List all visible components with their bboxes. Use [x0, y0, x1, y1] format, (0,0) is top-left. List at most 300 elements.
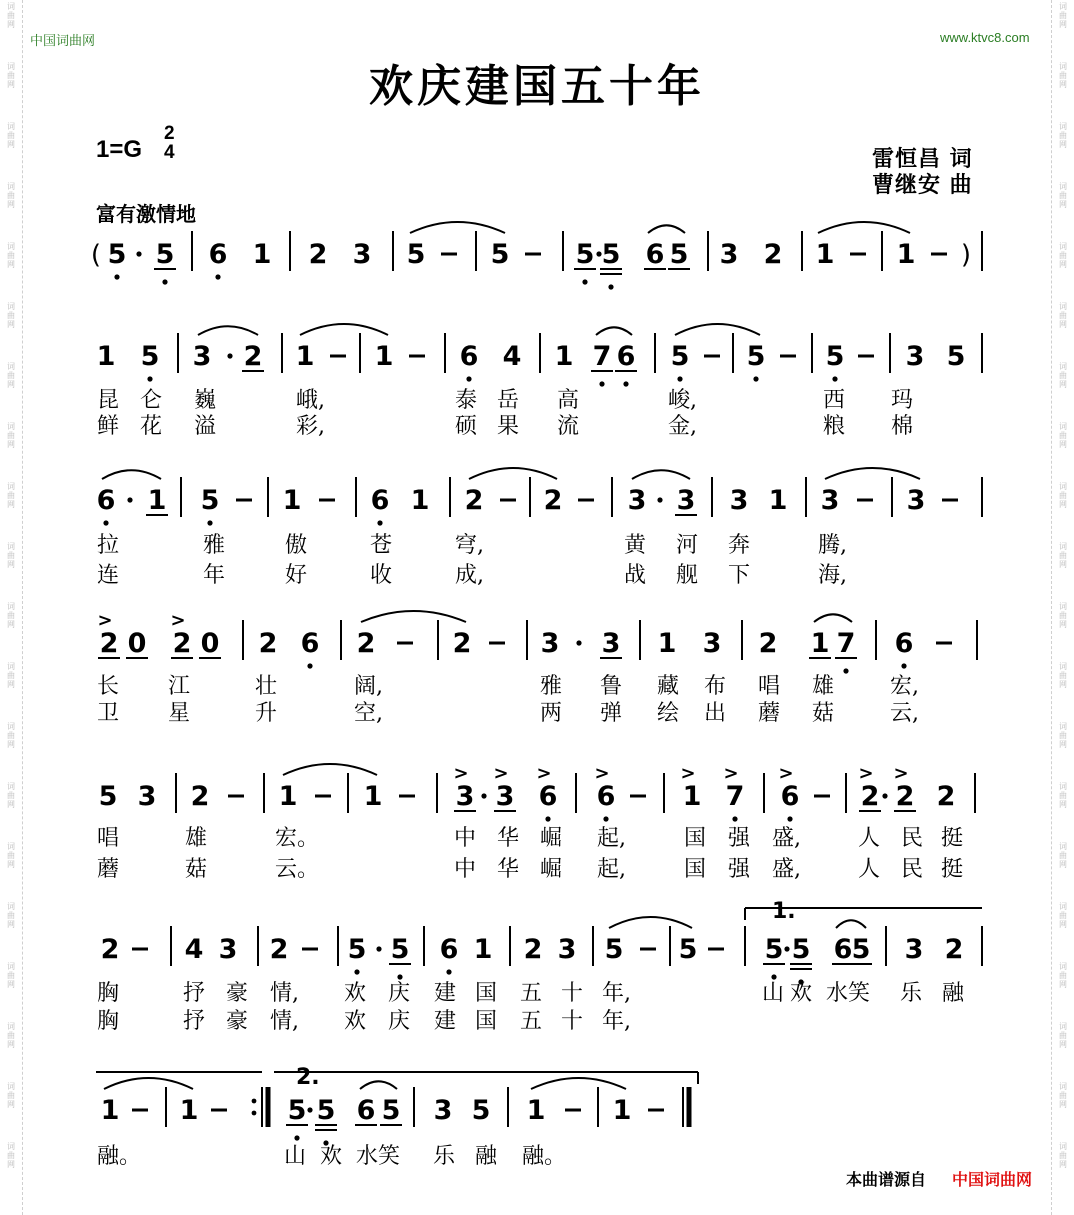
note: 2: [763, 239, 783, 270]
lyric-syllable: 奔: [728, 533, 751, 558]
watermark-mark: 词 曲 网: [1059, 182, 1067, 209]
watermark-mark: 词 曲 网: [7, 962, 15, 989]
note: 5: [316, 1095, 336, 1126]
note: 2: [356, 628, 376, 659]
lyric-syllable: 好: [285, 563, 308, 588]
lyric-syllable: 起,: [597, 857, 626, 882]
note: 5: [601, 239, 621, 270]
note: 3: [540, 628, 560, 659]
low-octave-dot: [294, 1135, 299, 1140]
lyric-syllable: 胸: [97, 981, 120, 1006]
lyric-syllable: 收: [370, 563, 393, 588]
lyric-syllable: 峨,: [296, 388, 325, 413]
watermark-mark: 词 曲 网: [7, 1022, 15, 1049]
watermark-mark: 词 曲 网: [1059, 962, 1067, 989]
note: 5: [678, 934, 698, 965]
lyric-syllable: 空,: [354, 701, 383, 726]
lyric-syllable: 海,: [818, 563, 847, 588]
lyric-syllable: 人: [858, 826, 881, 851]
lyric-syllable: 挺: [941, 826, 964, 851]
lyric-syllable: 弹: [600, 701, 623, 726]
lyric-syllable: 宏,: [890, 674, 919, 699]
lyric-syllable: 融。: [522, 1144, 567, 1169]
accent-mark: >: [493, 763, 509, 784]
watermark-mark: 词 曲 网: [7, 602, 15, 629]
lyric-syllable: 欢: [790, 981, 813, 1006]
note: 2: [99, 628, 119, 659]
lyric-syllable: 云。: [275, 857, 320, 882]
note: 2: [190, 781, 210, 812]
note: 5: [764, 934, 784, 965]
lyric-syllable: 十: [561, 981, 584, 1006]
note: 2: [308, 239, 328, 270]
lyric-syllable: 盛,: [772, 857, 801, 882]
lyric-syllable: 国: [475, 981, 498, 1006]
note: 1: [295, 341, 315, 372]
lyric-syllable: 菇: [812, 701, 835, 726]
lyric-syllable: 水笑: [826, 981, 871, 1006]
note: 6: [459, 341, 479, 372]
slur: [361, 611, 466, 622]
lyric-syllable: 溢: [194, 414, 217, 439]
low-octave-dot: [843, 668, 848, 673]
note: 2: [543, 485, 563, 516]
composer-credit: 曹继安 曲: [872, 172, 973, 198]
watermark-mark: 词 曲 网: [1059, 782, 1067, 809]
accent-mark: >: [97, 610, 113, 631]
watermark-mark: 词 曲 网: [7, 302, 15, 329]
lyric-syllable: 傲: [285, 533, 308, 558]
lyric-syllable: 成,: [455, 563, 484, 588]
note: 1: [896, 239, 916, 270]
note: 3: [820, 485, 840, 516]
augmentation-dot: [227, 353, 232, 358]
lyric-syllable: 年,: [602, 981, 631, 1006]
low-octave-dot: [162, 279, 167, 284]
watermark-mark: 词 曲 网: [1059, 662, 1067, 689]
watermark-mark: 词 曲 网: [7, 182, 15, 209]
low-octave-dot: [732, 816, 737, 821]
low-octave-dot: [603, 816, 608, 821]
low-octave-dot: [147, 376, 152, 381]
slur: [104, 1078, 193, 1089]
lyric-syllable: 民: [901, 826, 924, 851]
note: 5: [490, 239, 510, 270]
lyric-syllable: 人: [858, 857, 881, 882]
note: 3: [729, 485, 749, 516]
watermark-mark: 词 曲 网: [1059, 602, 1067, 629]
note: 2: [243, 341, 263, 372]
key-signature: 1=G: [96, 136, 143, 163]
low-octave-dot: [103, 520, 108, 525]
lyric-syllable: 年: [203, 563, 226, 588]
low-octave-dot: [354, 969, 359, 974]
watermark-mark: 词 曲 网: [7, 1082, 15, 1109]
lyric-syllable: 欢: [344, 981, 367, 1006]
augmentation-dot: [657, 497, 662, 502]
low-octave-dot: [215, 274, 220, 279]
note: 1: [526, 1095, 546, 1126]
note: 3: [218, 934, 238, 965]
note: 5: [471, 1095, 491, 1126]
note: 2: [269, 934, 289, 965]
note: 6: [300, 628, 320, 659]
lyric-syllable: 连: [97, 563, 120, 588]
lyric-syllable: 强: [728, 857, 751, 882]
lyric-syllable: 豪: [226, 1009, 249, 1034]
note: 5: [140, 341, 160, 372]
lyric-syllable: 起,: [597, 826, 626, 851]
lyric-syllable: 江: [168, 674, 191, 699]
note: 5: [670, 341, 690, 372]
lyric-syllable: 融: [942, 981, 965, 1006]
watermark-mark: 词 曲 网: [1059, 542, 1067, 569]
lyric-syllable: 胸: [97, 1009, 120, 1034]
accent-mark: >: [778, 763, 794, 784]
note: 2: [172, 628, 192, 659]
low-octave-dot: [901, 663, 906, 668]
note: 1: [252, 239, 272, 270]
lyric-syllable: 建: [434, 981, 457, 1006]
watermark-mark: 词 曲 网: [1059, 1022, 1067, 1049]
lyric-syllable: 崛: [540, 857, 563, 882]
slur: [596, 327, 632, 335]
watermark-mark: 词 曲 网: [7, 542, 15, 569]
note: 5: [98, 781, 118, 812]
lyric-syllable: 蘑: [97, 857, 120, 882]
note: 3: [905, 341, 925, 372]
repeat-dot: [252, 1099, 257, 1104]
lyric-syllable: 云,: [890, 701, 919, 726]
slur: [632, 470, 690, 479]
lyric-syllable: 粮: [823, 414, 846, 439]
note: 1: [768, 485, 788, 516]
note: 4: [502, 341, 522, 372]
lyric-syllable: 岳: [497, 388, 520, 413]
lyric-syllable: 抒: [183, 981, 206, 1006]
slur: [102, 470, 161, 479]
slur: [818, 222, 910, 233]
note: 5: [287, 1095, 307, 1126]
lyric-syllable: 绘: [657, 701, 680, 726]
watermark-mark: 词 曲 网: [7, 422, 15, 449]
lyric-syllable: 昆: [97, 388, 120, 413]
lyric-syllable: 仑: [140, 388, 163, 413]
watermark-mark: 词 曲 网: [7, 782, 15, 809]
volta-2-label: 2.: [296, 1065, 320, 1090]
note: 6: [96, 485, 116, 516]
note: 2: [758, 628, 778, 659]
watermark-mark: 词 曲 网: [1059, 722, 1067, 749]
slur: [410, 222, 505, 233]
repeat-dot: [252, 1111, 257, 1116]
lyric-syllable: 西: [823, 388, 846, 413]
lyric-syllable: 建: [434, 1009, 457, 1034]
low-octave-dot: [753, 376, 758, 381]
lyric-syllable: 巍: [194, 388, 217, 413]
lyric-syllable: 蘑: [758, 701, 781, 726]
note: 2: [936, 781, 956, 812]
lyric-syllable: 十: [561, 1009, 584, 1034]
note: 6: [780, 781, 800, 812]
slur: [836, 920, 866, 928]
note: 5: [155, 239, 175, 270]
note: 2: [860, 781, 880, 812]
lyric-syllable: 雅: [203, 533, 226, 558]
lyric-syllable: 藏: [657, 674, 680, 699]
lyric-syllable: 庆: [388, 981, 411, 1006]
note: 6: [370, 485, 390, 516]
lyric-syllable: 庆: [388, 1009, 411, 1034]
note: 3: [455, 781, 475, 812]
footer-source-label: 本曲谱源自: [846, 1170, 927, 1189]
lyric-syllable: 五: [520, 1009, 543, 1034]
note: 0: [200, 628, 220, 659]
note: 3: [719, 239, 739, 270]
note: 5: [669, 239, 689, 270]
augmentation-dot: [882, 793, 887, 798]
lyric-syllable: 长: [97, 674, 120, 699]
lyric-syllable: 国: [684, 857, 707, 882]
low-octave-dot: [599, 381, 604, 386]
lyric-syllable: 强: [728, 826, 751, 851]
lyric-syllable: 下: [728, 563, 751, 588]
note: 1: [810, 628, 830, 659]
lyric-syllable: 情,: [270, 1009, 299, 1034]
note: 1: [554, 341, 574, 372]
lyric-syllable: 挺: [941, 857, 964, 882]
lyric-syllable: 泰: [455, 388, 478, 413]
note: 3: [495, 781, 515, 812]
accent-mark: >: [893, 763, 909, 784]
lyric-syllable: 出: [704, 701, 727, 726]
note: 1: [473, 934, 493, 965]
lyric-syllable: 拉: [97, 533, 120, 558]
watermark-mark: 词 曲 网: [7, 902, 15, 929]
lyric-syllable: 盛,: [772, 826, 801, 851]
accent-mark: >: [453, 763, 469, 784]
note: 1: [147, 485, 167, 516]
note: 1: [363, 781, 383, 812]
low-octave-dot: [114, 274, 119, 279]
watermark-mark: 词 曲 网: [7, 362, 15, 389]
note: 7: [592, 341, 612, 372]
song-title: 欢庆建国五十年: [369, 61, 705, 112]
site-url-right: www.ktvc8.com: [940, 30, 1030, 45]
lyric-syllable: 国: [475, 1009, 498, 1034]
note: 5: [406, 239, 426, 270]
watermark-mark: 词 曲 网: [1059, 242, 1067, 269]
augmentation-dot: [481, 793, 486, 798]
lyric-syllable: 腾,: [818, 533, 847, 558]
parenthesis: (: [90, 240, 102, 270]
low-octave-dot: [582, 279, 587, 284]
slur: [675, 324, 760, 335]
low-octave-dot: [608, 284, 613, 289]
note: 2: [895, 781, 915, 812]
low-octave-dot: [771, 974, 776, 979]
time-signature-top: 2: [164, 123, 175, 144]
note: 6: [616, 341, 636, 372]
lyric-syllable: 山: [762, 981, 785, 1006]
lyric-syllable: 硕: [455, 414, 478, 439]
note: 7: [725, 781, 745, 812]
lyric-syllable: 唱: [758, 674, 781, 699]
note: 1: [100, 1095, 120, 1126]
note: 2: [100, 934, 120, 965]
lyric-syllable: 崛: [540, 826, 563, 851]
lyric-syllable: 融: [475, 1144, 498, 1169]
note: 3: [433, 1095, 453, 1126]
note: 2: [452, 628, 472, 659]
lyric-syllable: 升: [255, 701, 278, 726]
lyric-syllable: 穹,: [455, 533, 484, 558]
note: 5: [604, 934, 624, 965]
note: 7: [836, 628, 856, 659]
watermark-mark: 词 曲 网: [7, 242, 15, 269]
lyric-syllable: 雅: [540, 674, 563, 699]
watermark-mark: 词 曲 网: [7, 2, 15, 29]
note: 6: [833, 934, 853, 965]
augmentation-dot: [376, 946, 381, 951]
lyric-syllable: 抒: [183, 1009, 206, 1034]
note: 6: [596, 781, 616, 812]
watermark-mark: 词 曲 网: [1059, 1142, 1067, 1169]
note: 6: [894, 628, 914, 659]
note: 1: [657, 628, 677, 659]
lyric-syllable: 唱: [97, 826, 120, 851]
lyric-syllable: 水笑: [356, 1144, 401, 1169]
lyric-syllable: 中: [454, 826, 477, 851]
lyric-syllable: 金,: [668, 414, 697, 439]
lyric-syllable: 国: [684, 826, 707, 851]
accent-mark: >: [723, 763, 739, 784]
watermark-mark: 词 曲 网: [7, 1142, 15, 1169]
note: 3: [601, 628, 621, 659]
note: 1: [282, 485, 302, 516]
note: 5: [390, 934, 410, 965]
lyric-syllable: 战: [624, 563, 647, 588]
lyric-syllable: 棉: [891, 414, 914, 439]
site-name-left: 中国词曲网: [30, 33, 96, 48]
lyric-syllable: 五: [520, 981, 543, 1006]
note: 5: [347, 934, 367, 965]
accent-mark: >: [594, 763, 610, 784]
lyric-syllable: 花: [140, 414, 163, 439]
augmentation-dot: [784, 946, 789, 951]
slur: [814, 614, 852, 622]
lyric-syllable: 布: [704, 674, 727, 699]
note: 2: [523, 934, 543, 965]
watermark-mark: 词 曲 网: [1059, 422, 1067, 449]
slur: [609, 917, 692, 928]
parenthesis: ): [960, 240, 972, 270]
note: 3: [676, 485, 696, 516]
lyric-syllable: 果: [497, 414, 520, 439]
note: 3: [137, 781, 157, 812]
watermark-mark: 词 曲 网: [1059, 482, 1067, 509]
note: 1: [374, 341, 394, 372]
lyric-syllable: 宏。: [275, 826, 320, 851]
accent-mark: >: [680, 763, 696, 784]
note: 3: [627, 485, 647, 516]
lyric-syllable: 黄: [624, 533, 647, 558]
accent-mark: >: [536, 763, 552, 784]
lyric-syllable: 乐: [900, 981, 923, 1006]
lyric-syllable: 苍: [370, 533, 393, 558]
watermark-mark: 词 曲 网: [7, 122, 15, 149]
note: 3: [192, 341, 212, 372]
accent-mark: >: [170, 610, 186, 631]
lyricist-credit: 雷恒昌 词: [872, 146, 973, 172]
lyric-syllable: 玛: [891, 388, 914, 413]
lyric-syllable: 雄: [812, 674, 835, 699]
lyric-syllable: 壮: [255, 674, 278, 699]
lyric-syllable: 菇: [185, 857, 208, 882]
augmentation-dot: [127, 497, 132, 502]
note: 1: [410, 485, 430, 516]
accent-mark: >: [858, 763, 874, 784]
note: 1: [682, 781, 702, 812]
slur: [825, 468, 920, 479]
lyric-syllable: 鲜: [97, 414, 120, 439]
note: 0: [127, 628, 147, 659]
slur: [198, 326, 258, 335]
lyric-syllable: 高: [557, 388, 580, 413]
note: 5: [575, 239, 595, 270]
note: 5: [946, 341, 966, 372]
time-signature-bottom: 4: [164, 142, 175, 163]
note: 6: [208, 239, 228, 270]
lyric-syllable: 河: [676, 533, 699, 558]
slur: [360, 1081, 397, 1089]
low-octave-dot: [207, 520, 212, 525]
watermark-mark: 词 曲 网: [1059, 902, 1067, 929]
slur: [648, 225, 685, 233]
lyric-syllable: 乐: [433, 1144, 456, 1169]
watermark-mark: 词 曲 网: [7, 662, 15, 689]
note: 6: [439, 934, 459, 965]
watermark-mark: 词 曲 网: [1059, 362, 1067, 389]
lyric-syllable: 融。: [97, 1144, 142, 1169]
watermark-mark: 词 曲 网: [7, 842, 15, 869]
watermark-mark: 词 曲 网: [1059, 842, 1067, 869]
note: 5: [791, 934, 811, 965]
note: 5: [200, 485, 220, 516]
watermark-mark: 词 曲 网: [7, 62, 15, 89]
low-octave-dot: [397, 974, 402, 979]
low-octave-dot: [623, 381, 628, 386]
lyric-syllable: 民: [901, 857, 924, 882]
note: 1: [278, 781, 298, 812]
lyric-syllable: 卫: [97, 701, 120, 726]
lyric-syllable: 豪: [226, 981, 249, 1006]
lyric-syllable: 峻,: [668, 388, 697, 413]
lyric-syllable: 情,: [270, 981, 299, 1006]
lyric-syllable: 舰: [676, 563, 699, 588]
lyric-syllable: 雄: [185, 826, 208, 851]
note: 6: [645, 239, 665, 270]
lyric-syllable: 华: [497, 826, 520, 851]
tempo-marking: 富有激情地: [96, 202, 196, 226]
low-octave-dot: [377, 520, 382, 525]
footer-site-name: 中国词曲网: [952, 1170, 1033, 1189]
note: 1: [179, 1095, 199, 1126]
lyric-syllable: 欢: [320, 1144, 343, 1169]
note: 3: [352, 239, 372, 270]
lyric-syllable: 阔,: [354, 674, 383, 699]
slur: [469, 468, 557, 479]
